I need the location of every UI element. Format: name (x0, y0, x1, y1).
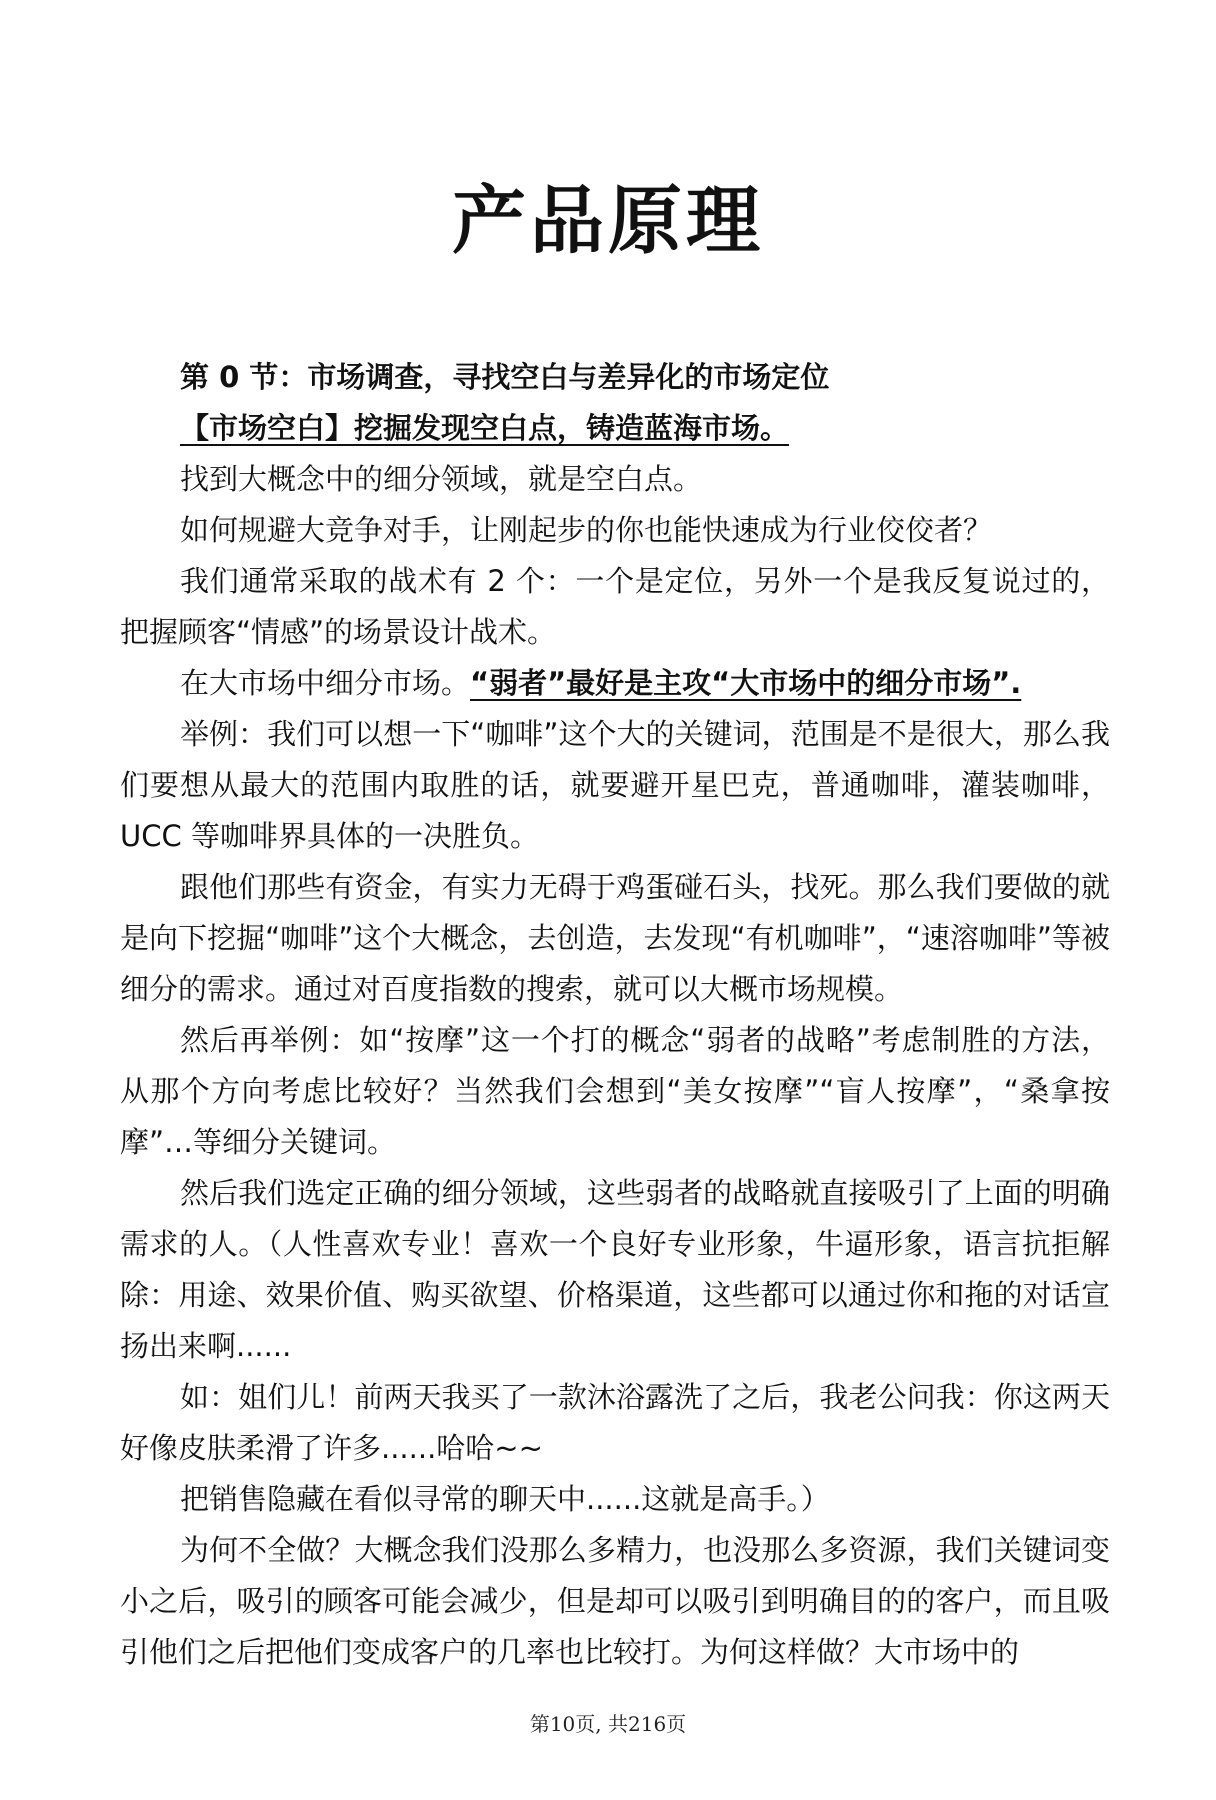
section-heading: 第 0 节：市场调查，寻找空白与差异化的市场定位 (180, 360, 830, 394)
paragraph-3: 我们通常采取的战术有 2 个：一个是定位，另外一个是我反复说过的，把握顾客“情感”的场景设计战术。 (120, 564, 1110, 649)
paragraph-4-plain: 在大市场中细分市场。 (180, 666, 471, 700)
paragraph-11: 为何不全做？大概念我们没那么多精力，也没那么多资源，我们关键词变小之后，吸引的顾客可能会减少，但是却可以吸引到明确目的的客户，而且吸引他们之后把他们变成客户的几率也比较打。为何这样做？大市场中的 (120, 1533, 1110, 1669)
paragraph-1: 找到大概念中的细分领域，就是空白点。 (180, 462, 703, 496)
page-title: 产品原理 (452, 178, 764, 264)
paragraph-4-emphasis: “弱者”最好是主攻“大市场中的细分市场”. (470, 666, 1022, 700)
paragraph-8: 然后我们选定正确的细分领域，这些弱者的战略就直接吸引了上面的明确需求的人。（人性喜欢专业！喜欢一个良好专业形象，牛逼形象，语言抗拒解除：用途、效果价值、购买欲望、价格渠道，这些都可以通过你和拖的对话宣扬出来啊...... (120, 1176, 1110, 1363)
subheading-text: 【市场空白】挖掘发现空白点，铸造蓝海市场。 (180, 411, 790, 445)
page-number-footer: 第10页, 共216页 (529, 1712, 687, 1736)
paragraph-2: 如何规避大竞争对手，让刚起步的你也能快速成为行业佼佼者？ (180, 513, 993, 547)
paragraph-4 (120, 658, 1110, 709)
paragraph-5: 举例：我们可以想一下“咖啡”这个大的关键词，范围是不是很大，那么我们要想从最大的范围内取胜的话，就要避开星巴克，普通咖啡，灌装咖啡，UCC 等咖啡界具体的一决胜负。 (120, 717, 1110, 853)
body-content (120, 352, 1110, 1678)
paragraph-9: 如：姐们儿！前两天我买了一款沐浴露洗了之后，我老公问我：你这两天好像皮肤柔滑了许多......哈哈~~ (120, 1380, 1110, 1465)
paragraph-7: 然后再举例：如“按摩”这一个打的概念“弱者的战略”考虑制胜的方法，从那个方向考虑比较好？当然我们会想到“美女按摩”“盲人按摩”，“桑拿按摩”…等细分关键词。 (120, 1023, 1110, 1159)
paragraph-6: 跟他们那些有资金，有实力无碍于鸡蛋碰石头，找死。那么我们要做的就是向下挖掘“咖啡”这个大概念，去创造，去发现“有机咖啡”，“速溶咖啡”等被细分的需求。通过对百度指数的搜索，就可以大概市场规模。 (120, 870, 1110, 1006)
paragraph-10: 把销售隐藏在看似寻常的聊天中......这就是高手。） (180, 1482, 830, 1516)
subheading (120, 403, 1110, 454)
